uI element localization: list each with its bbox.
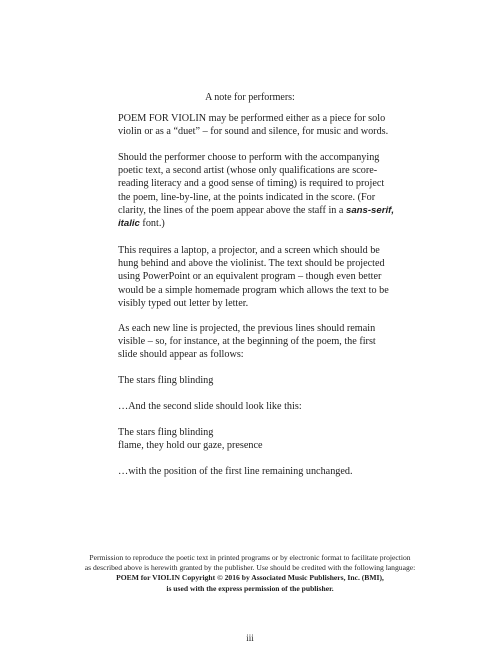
- page-number: iii: [246, 633, 254, 643]
- paragraph-performer: [118, 151, 396, 230]
- paragraph-equipment: This requires a laptop, a projector, and a screen which should be hung behind and above the violinist. The text should be projected using PowerPoint or an equivalent program – though even better would be a simple homemade program which allows the text to be visibly typed out letter by letter.: [118, 245, 389, 309]
- paragraph-performer-tail: font.): [139, 218, 165, 230]
- paragraph-closing: …with the position of the first line remaining unchanged.: [118, 466, 353, 477]
- permission-notice: [0, 553, 500, 594]
- paragraph-second-slide: …And the second slide should look like this:: [118, 401, 302, 412]
- slide-two-line-two: flame, they hold our gaze, presence: [118, 440, 263, 452]
- sans-serif-italic-emphasis: sans-serif, italic: [118, 204, 394, 230]
- paragraph-slides: As each new line is projected, the previous lines should remain visible – so, for instance, at the beginning of the poem, the first slide should appear as follows:: [118, 323, 376, 361]
- paragraph-performer-text: Should the performer choose to perform with the accompanying poetic text, a second artist (whose only qualifications are score-reading literacy and a good sense of timing) is required to project the poem, line-by-line, at the points indicated in the score. (For clarity, the lines of the poem appear above the staff in a: [118, 152, 385, 216]
- note-heading: A note for performers:: [205, 92, 295, 103]
- paragraph-intro: POEM FOR VIOLIN may be performed either as a piece for solo violin or as a “duet” – for sound and silence, for music and words.: [118, 113, 389, 138]
- credit-line: is used with the express permission of the publisher.: [166, 583, 334, 593]
- permission-line-1: Permission to reproduce the poetic text in printed programs or by electronic format to facilitate projection: [89, 553, 411, 562]
- permission-line-2: as described above is herewith granted by the publisher. Use should be credited with the following language:: [84, 563, 416, 573]
- slide-two-line-one: The stars fling blinding: [118, 427, 214, 438]
- slide-example-two: [118, 426, 396, 452]
- slide-example-one: The stars fling blinding: [118, 375, 214, 386]
- copyright-line: POEM for VIOLIN Copyright © 2016 by Associated Music Publishers, Inc. (BMI),: [116, 573, 384, 583]
